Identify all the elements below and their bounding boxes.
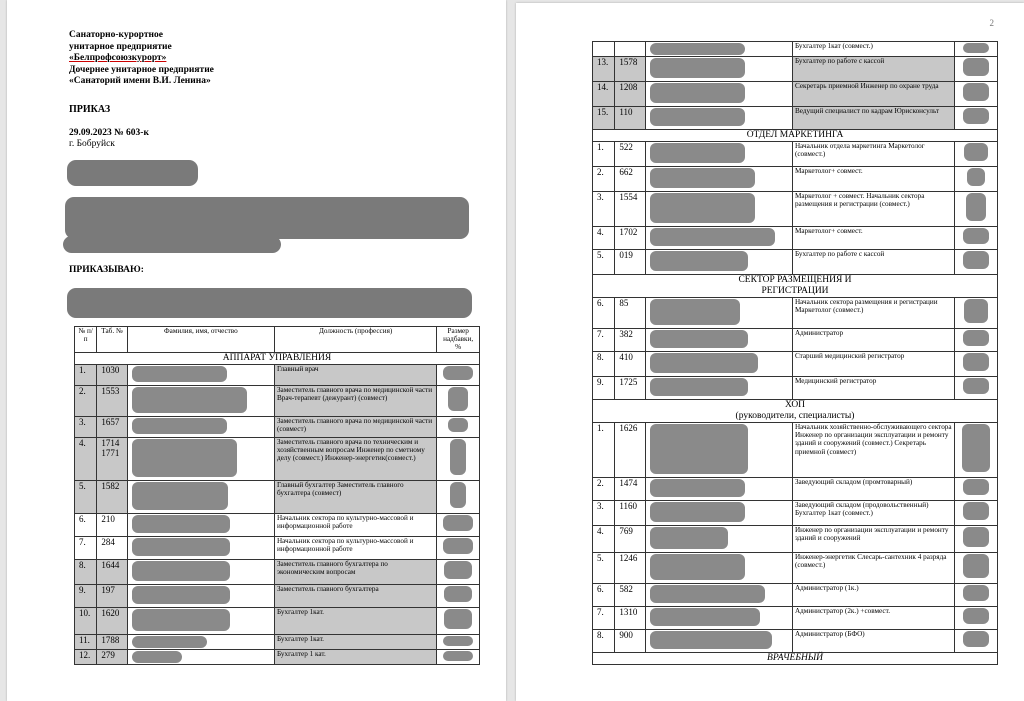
- fio-cell: [645, 192, 792, 227]
- position-cell: Бухгалтер 1 кат.: [274, 649, 436, 664]
- allowance-cell: [437, 584, 480, 607]
- table-row: [593, 478, 998, 501]
- table-row: [75, 513, 480, 536]
- row-number: 10.: [75, 607, 97, 634]
- fio-cell: [645, 584, 792, 607]
- table-row: [593, 227, 998, 250]
- allowance-cell: [437, 480, 480, 513]
- tab-number: 900: [615, 630, 645, 653]
- allowance-cell: [955, 526, 998, 553]
- allowance-cell: [955, 142, 998, 167]
- organization-header: [69, 30, 214, 88]
- allowance-cell: [955, 107, 998, 130]
- fio-cell: [645, 227, 792, 250]
- table-row: [593, 250, 998, 275]
- fio-cell: [645, 167, 792, 192]
- redaction-block: [132, 538, 230, 556]
- row-number: 13.: [593, 57, 615, 82]
- fio-cell: [127, 649, 274, 664]
- row-number: 4.: [75, 437, 97, 480]
- position-cell: Бухгалтер 1кат (совмест.): [792, 42, 954, 57]
- table-row: [593, 142, 998, 167]
- table-row: [75, 364, 480, 385]
- redaction-block: [650, 527, 728, 549]
- row-number: 1.: [593, 142, 615, 167]
- header-num: № п/п: [75, 327, 97, 353]
- position-cell: Маркетолог+ совмест.: [792, 227, 954, 250]
- row-number: 3.: [593, 501, 615, 526]
- tab-number: 1554: [615, 192, 645, 227]
- table-row: [593, 630, 998, 653]
- redaction-block: [963, 378, 989, 394]
- redaction-block: [67, 160, 198, 186]
- allowance-cell: [955, 167, 998, 192]
- position-cell: Бухгалтер по работе с кассой: [792, 57, 954, 82]
- row-number: 15.: [593, 107, 615, 130]
- tab-number: 1788: [97, 634, 127, 649]
- allowance-cell: [437, 416, 480, 437]
- redaction-block: [650, 193, 755, 223]
- allowance-cell: [955, 298, 998, 329]
- position-cell: Секретарь приемной Инженер по охране труда: [792, 82, 954, 107]
- allowance-cell: [955, 553, 998, 584]
- fio-cell: [645, 250, 792, 275]
- allowance-cell: [437, 513, 480, 536]
- redaction-block: [443, 636, 473, 646]
- fio-cell: [127, 536, 274, 559]
- row-number: 7.: [593, 329, 615, 352]
- redaction-block: [963, 83, 989, 101]
- row-number: 14.: [593, 82, 615, 107]
- section-title: [593, 275, 998, 298]
- fio-cell: [645, 42, 792, 57]
- row-number: [593, 42, 615, 57]
- position-cell: Заместитель главного врача по медицинской части (совмест): [274, 416, 436, 437]
- position-cell: Администратор (1к.): [792, 584, 954, 607]
- org-line: Дочернее унитарное предприятие: [69, 64, 214, 75]
- position-cell: Бухгалтер по работе с кассой: [792, 250, 954, 275]
- header-allowance: Размер надбавки, %: [437, 327, 480, 353]
- position-cell: Главный бухгалтер Заместитель главного бухгалтера (совмест): [274, 480, 436, 513]
- redaction-block: [443, 538, 473, 554]
- position-cell: Ведущий специалист по кадрам Юрисконсульт: [792, 107, 954, 130]
- redaction-block: [650, 378, 748, 396]
- position-cell: Начальник отдела маркетинга Маркетолог (совмест.): [792, 142, 954, 167]
- redaction-block: [962, 424, 990, 472]
- fio-cell: [645, 423, 792, 478]
- fio-cell: [645, 377, 792, 400]
- position-cell: Бухгалтер 1кат.: [274, 634, 436, 649]
- position-cell: Главный врач: [274, 364, 436, 385]
- redaction-block: [650, 143, 745, 163]
- row-number: 7.: [75, 536, 97, 559]
- fio-cell: [127, 385, 274, 416]
- position-cell: Начальник сектора по культурно-массовой и информационной работе: [274, 513, 436, 536]
- redaction-block: [966, 193, 986, 221]
- table-row: [593, 192, 998, 227]
- fio-cell: [645, 526, 792, 553]
- tab-number: 1578: [615, 57, 645, 82]
- table-row: [75, 437, 480, 480]
- document-page-1: [7, 0, 506, 701]
- redaction-block: [963, 502, 989, 520]
- allowance-cell: [955, 250, 998, 275]
- redaction-block: [132, 609, 230, 631]
- allowance-table-continued: [592, 41, 998, 665]
- row-number: 1.: [593, 423, 615, 478]
- table-row: [593, 352, 998, 377]
- section-title: ВРАЧЕБНЫЙ: [593, 653, 998, 665]
- allowance-cell: [437, 536, 480, 559]
- redaction-block: [444, 586, 472, 602]
- row-number: 11.: [75, 634, 97, 649]
- redaction-block: [443, 366, 473, 380]
- position-cell: Заместитель главного врача по медицинской части Врач-терапевт (дежурант) (совмест): [274, 385, 436, 416]
- position-cell: Бухгалтер 1кат.: [274, 607, 436, 634]
- tab-number: 1160: [615, 501, 645, 526]
- redaction-block: [963, 251, 989, 269]
- fio-cell: [645, 107, 792, 130]
- allowance-table: [74, 326, 480, 665]
- row-number: 4.: [593, 227, 615, 250]
- order-word: ПРИКАЗЫВАЮ:: [69, 265, 144, 275]
- row-number: 6.: [75, 513, 97, 536]
- tab-number: 1714 1771: [97, 437, 127, 480]
- redaction-block: [63, 236, 281, 253]
- allowance-cell: [437, 649, 480, 664]
- redaction-block: [967, 168, 985, 186]
- fio-cell: [645, 352, 792, 377]
- fio-cell: [127, 559, 274, 584]
- table-row: [593, 42, 998, 57]
- section-title: АППАРАТ УПРАВЛЕНИЯ: [75, 352, 480, 364]
- fio-cell: [645, 57, 792, 82]
- row-number: 1.: [75, 364, 97, 385]
- position-cell: Маркетолог+ совмест.: [792, 167, 954, 192]
- row-number: 12.: [75, 649, 97, 664]
- row-number: 6.: [593, 298, 615, 329]
- tab-number: 1582: [97, 480, 127, 513]
- tab-number: 1644: [97, 559, 127, 584]
- row-number: 9.: [75, 584, 97, 607]
- position-cell: Медицинский регистратор: [792, 377, 954, 400]
- redaction-block: [444, 561, 472, 579]
- redaction-block: [448, 418, 468, 432]
- tab-number: 1657: [97, 416, 127, 437]
- row-number: 2.: [75, 385, 97, 416]
- fio-cell: [645, 478, 792, 501]
- redaction-block: [964, 143, 988, 161]
- position-cell: Заместитель главного бухгалтера по экономическим вопросам: [274, 559, 436, 584]
- position-cell: Инженер-энергетик Слесарь-сантехник 4 разряда (совмест.): [792, 553, 954, 584]
- allowance-cell: [955, 423, 998, 478]
- table-row: [75, 649, 480, 664]
- row-number: 7.: [593, 607, 615, 630]
- row-number: 3.: [75, 416, 97, 437]
- fio-cell: [645, 501, 792, 526]
- tab-number: 1474: [615, 478, 645, 501]
- redaction-block: [650, 353, 758, 373]
- redaction-block: [963, 527, 989, 547]
- row-number: 8.: [593, 352, 615, 377]
- redaction-block: [650, 479, 745, 497]
- redaction-block: [67, 288, 472, 318]
- table-row: [593, 423, 998, 478]
- fio-cell: [127, 584, 274, 607]
- tab-number: 1620: [97, 607, 127, 634]
- redaction-block: [650, 58, 745, 78]
- redaction-block: [963, 58, 989, 76]
- table-row: [593, 553, 998, 584]
- table-row: [593, 298, 998, 329]
- allowance-cell: [955, 329, 998, 352]
- table-row: [75, 385, 480, 416]
- row-number: 2.: [593, 478, 615, 501]
- allowance-cell: [437, 559, 480, 584]
- fio-cell: [127, 416, 274, 437]
- section-title-line: СЕКТОР РАЗМЕЩЕНИЯ И РЕГИСТРАЦИИ: [738, 275, 852, 296]
- row-number: 9.: [593, 377, 615, 400]
- table-row: [75, 584, 480, 607]
- fio-cell: [127, 513, 274, 536]
- redaction-block: [650, 330, 748, 348]
- tab-number: 1246: [615, 553, 645, 584]
- position-cell: Инженер по организации эксплуатации и ремонту зданий и сооружений: [792, 526, 954, 553]
- redaction-block: [963, 585, 989, 601]
- header-tab: Таб. №: [97, 327, 127, 353]
- position-cell: Начальник сектора по культурно-массовой и информационной работе: [274, 536, 436, 559]
- redaction-block: [443, 651, 473, 661]
- fio-cell: [645, 607, 792, 630]
- redaction-block: [444, 609, 472, 629]
- tab-number: 1553: [97, 385, 127, 416]
- redaction-block: [963, 43, 989, 53]
- tab-number: 1310: [615, 607, 645, 630]
- org-line: «Белпрофсоюзкурорт»: [69, 53, 167, 63]
- table-row: [75, 480, 480, 513]
- tab-number: 662: [615, 167, 645, 192]
- tab-number: 019: [615, 250, 645, 275]
- redaction-block: [650, 43, 745, 55]
- row-number: 6.: [593, 584, 615, 607]
- row-number: 5.: [593, 553, 615, 584]
- allowance-cell: [955, 57, 998, 82]
- allowance-cell: [437, 634, 480, 649]
- row-number: 5.: [593, 250, 615, 275]
- section-title: ОТДЕЛ МАРКЕТИНГА: [593, 130, 998, 142]
- redaction-block: [132, 636, 207, 648]
- redaction-block: [132, 586, 230, 604]
- redaction-block: [650, 251, 748, 271]
- position-cell: Начальник хозяйственно-обслуживающего сектора Инженер по организации эксплуатации и ремонту зданий и сооружений (совмест.) Секретарь приемной (совмест): [792, 423, 954, 478]
- tab-number: 1702: [615, 227, 645, 250]
- redaction-block: [650, 502, 745, 522]
- table-header-row: [75, 327, 480, 353]
- fio-cell: [645, 142, 792, 167]
- redaction-block: [132, 651, 182, 663]
- tab-number: 1725: [615, 377, 645, 400]
- org-line: «Санаторий имени В.И. Ленина»: [69, 76, 211, 86]
- table-row: [593, 377, 998, 400]
- tab-number: 382: [615, 329, 645, 352]
- redaction-block: [650, 83, 745, 103]
- redaction-block: [963, 353, 989, 371]
- redaction-block: [65, 197, 469, 239]
- allowance-cell: [437, 364, 480, 385]
- fio-cell: [127, 634, 274, 649]
- tab-number: [615, 42, 645, 57]
- position-cell: Заведующий складом (промтоварный): [792, 478, 954, 501]
- section-subtitle: (руководители, специалисты): [735, 411, 855, 421]
- table-row: [75, 536, 480, 559]
- doc-type: ПРИКАЗ: [69, 104, 111, 115]
- org-line: унитарное предприятие: [69, 41, 172, 52]
- redaction-block: [963, 479, 989, 495]
- redaction-block: [450, 439, 466, 475]
- tab-number: 279: [97, 649, 127, 664]
- tab-number: 769: [615, 526, 645, 553]
- fio-cell: [127, 364, 274, 385]
- position-cell: Старший медицинский регистратор: [792, 352, 954, 377]
- redaction-block: [650, 424, 748, 474]
- tab-number: 197: [97, 584, 127, 607]
- allowance-cell: [437, 607, 480, 634]
- table-row: [593, 167, 998, 192]
- position-cell: Начальник сектора размещения и регистрации Маркетолог (совмест.): [792, 298, 954, 329]
- redaction-block: [963, 554, 989, 578]
- allowance-cell: [437, 437, 480, 480]
- table-row: [593, 329, 998, 352]
- page-number: 2: [989, 18, 994, 28]
- allowance-cell: [955, 630, 998, 653]
- allowance-cell: [955, 478, 998, 501]
- tab-number: 110: [615, 107, 645, 130]
- table-row: [593, 501, 998, 526]
- position-cell: Заместитель главного бухгалтера: [274, 584, 436, 607]
- tab-number: 410: [615, 352, 645, 377]
- header-fio: Фамилия, имя, отчество: [127, 327, 274, 353]
- table-row: [75, 559, 480, 584]
- position-cell: Заместитель главного врача по техническим и хозяйственным вопросам Инженер по сметному делу (совмест.) Инженер-энергетик(совмест.): [274, 437, 436, 480]
- redaction-block: [963, 608, 989, 624]
- tab-number: 522: [615, 142, 645, 167]
- tab-number: 1030: [97, 364, 127, 385]
- section-title-line: ХОП: [784, 400, 806, 410]
- tab-number: 1626: [615, 423, 645, 478]
- allowance-cell: [955, 192, 998, 227]
- table-row: [593, 82, 998, 107]
- fio-cell: [127, 607, 274, 634]
- tab-number: 582: [615, 584, 645, 607]
- redaction-block: [650, 631, 772, 649]
- tab-number: 85: [615, 298, 645, 329]
- redaction-block: [132, 515, 230, 533]
- allowance-cell: [437, 385, 480, 416]
- table-row: [75, 634, 480, 649]
- redaction-block: [132, 561, 230, 581]
- fio-cell: [127, 480, 274, 513]
- fio-cell: [645, 553, 792, 584]
- redaction-block: [650, 168, 755, 188]
- position-cell: Маркетолог + совмест. Начальник сектора размещения и регистрации (совмест.): [792, 192, 954, 227]
- redaction-block: [650, 585, 765, 603]
- fio-cell: [645, 82, 792, 107]
- redaction-block: [132, 439, 237, 477]
- org-line: Санаторно-курортное: [69, 30, 163, 40]
- redaction-block: [132, 418, 227, 434]
- tab-number: 284: [97, 536, 127, 559]
- table-row: [593, 57, 998, 82]
- fio-cell: [645, 630, 792, 653]
- row-number: 2.: [593, 167, 615, 192]
- redaction-block: [132, 387, 247, 413]
- redaction-block: [650, 108, 745, 126]
- section-title: [593, 400, 998, 423]
- date-number: 29.09.2023 № 603-к: [69, 128, 149, 138]
- redaction-block: [443, 515, 473, 531]
- table-row: [593, 526, 998, 553]
- row-number: 8.: [593, 630, 615, 653]
- redaction-block: [132, 482, 228, 510]
- fio-cell: [645, 329, 792, 352]
- redaction-block: [963, 108, 989, 124]
- table-row: [75, 416, 480, 437]
- row-number: 5.: [75, 480, 97, 513]
- redaction-block: [650, 608, 760, 626]
- redaction-block: [963, 330, 989, 346]
- redaction-block: [450, 482, 466, 508]
- position-cell: Администратор (2к.) +совмест.: [792, 607, 954, 630]
- row-number: 4.: [593, 526, 615, 553]
- allowance-cell: [955, 42, 998, 57]
- redaction-block: [650, 228, 775, 246]
- table-row: [75, 607, 480, 634]
- table-row: [593, 607, 998, 630]
- redaction-block: [448, 387, 468, 411]
- tab-number: 210: [97, 513, 127, 536]
- redaction-block: [650, 299, 740, 325]
- position-cell: Заведующий складом (продовольственный) Бухгалтер 1кат (совмест.): [792, 501, 954, 526]
- allowance-cell: [955, 352, 998, 377]
- redaction-block: [132, 366, 227, 382]
- city: г. Бобруйск: [69, 139, 115, 149]
- row-number: 8.: [75, 559, 97, 584]
- fio-cell: [127, 437, 274, 480]
- redaction-block: [650, 554, 745, 580]
- allowance-cell: [955, 584, 998, 607]
- redaction-block: [964, 299, 988, 323]
- position-cell: Администратор (БФО): [792, 630, 954, 653]
- header-position: Должность (профессия): [274, 327, 436, 353]
- table-row: [593, 584, 998, 607]
- position-cell: Администратор: [792, 329, 954, 352]
- row-number: 3.: [593, 192, 615, 227]
- allowance-cell: [955, 607, 998, 630]
- redaction-block: [963, 228, 989, 244]
- allowance-cell: [955, 82, 998, 107]
- tab-number: 1208: [615, 82, 645, 107]
- allowance-cell: [955, 501, 998, 526]
- allowance-cell: [955, 377, 998, 400]
- allowance-cell: [955, 227, 998, 250]
- fio-cell: [645, 298, 792, 329]
- redaction-block: [963, 631, 989, 647]
- table-row: [593, 107, 998, 130]
- document-page-2: [516, 3, 1024, 701]
